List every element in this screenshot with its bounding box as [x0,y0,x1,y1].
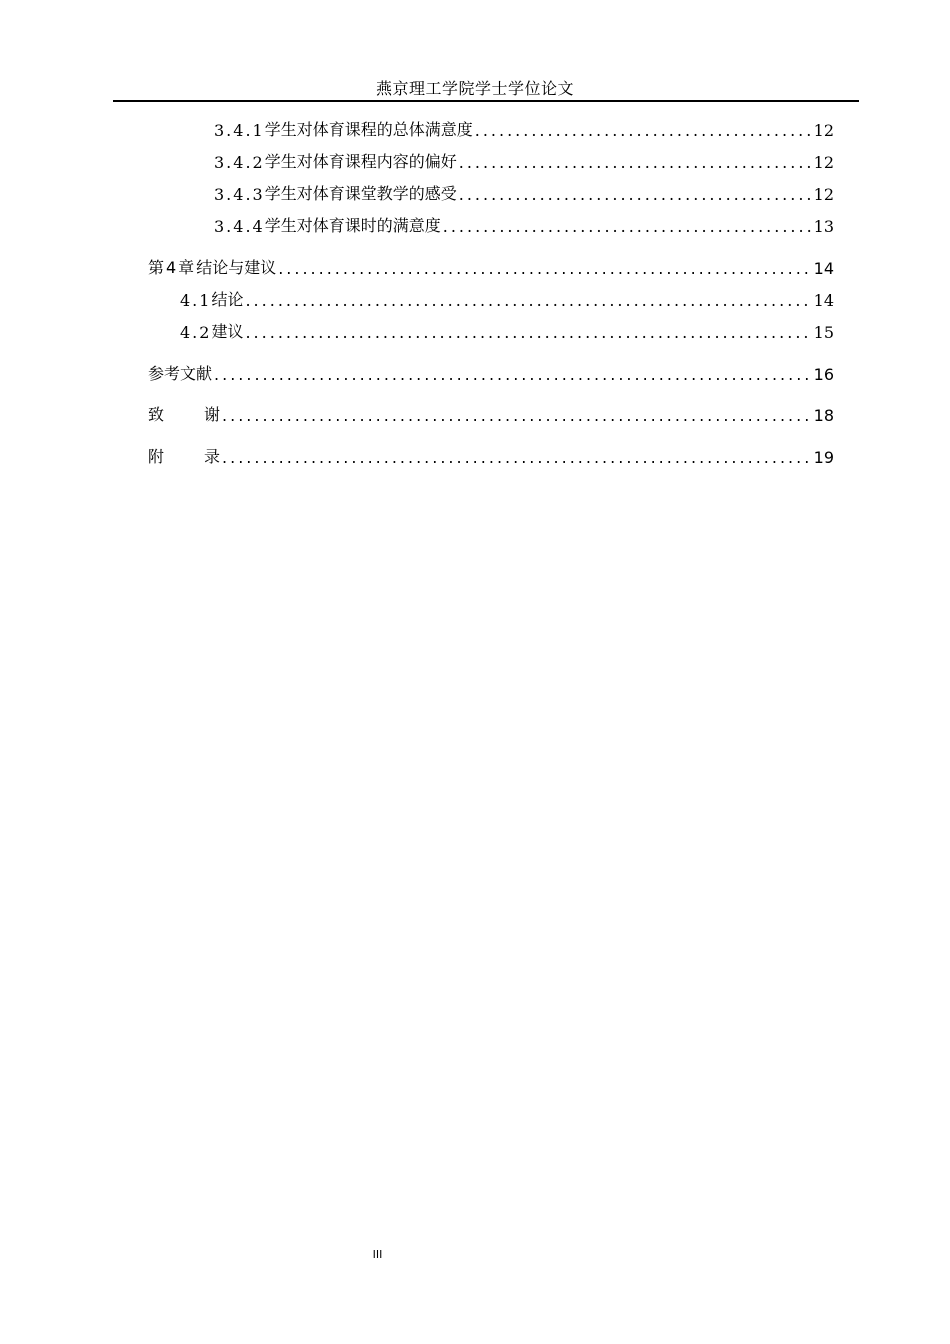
toc-entry-number: 第4章 [148,258,197,277]
toc-entry-page: 13 [813,217,834,236]
toc-leader-dots [278,259,811,278]
toc-entry-page: 12 [813,153,834,172]
toc-entry[interactable] [214,116,834,140]
running-header-title: 燕京理工学院学士学位论文 [375,79,574,98]
toc-entry-title: 结论与建议 [196,258,277,277]
toc-leader-dots [222,448,812,467]
toc-entry-page: 19 [813,448,834,467]
toc-leader-dots [459,153,812,172]
toc-entry-page: 15 [813,323,834,342]
toc-entry-title: 结论 [211,290,244,309]
toc-entry-page: 16 [813,365,834,384]
toc-leader-dots [443,217,812,236]
toc-entry-title: 附录 [148,447,261,466]
header-rule [113,100,859,102]
toc-entry-page: 18 [813,406,834,425]
toc-entry-number: 4.1 [180,291,212,310]
toc-entry[interactable] [180,286,834,310]
toc-entry-title: 致谢 [148,405,261,424]
toc-entry-number: 3.4.3 [214,185,265,204]
toc-leader-dots [475,121,812,140]
toc-entry[interactable] [214,180,834,204]
toc-entry-number: 3.4.2 [214,153,265,172]
toc-chapter-entry[interactable] [148,254,834,278]
toc-leader-dots [222,406,812,425]
toc-entry-number: 3.4.4 [214,217,265,236]
toc-references-entry[interactable] [148,360,834,384]
page-number: III [372,1248,383,1261]
toc-leader-dots [459,185,812,204]
toc-leader-dots [245,323,811,342]
toc-entry-title: 学生对体育课程内容的偏好 [264,152,457,171]
toc-appendix-entry[interactable] [148,443,834,467]
toc-entry[interactable] [214,148,834,172]
toc-entry-title: 学生对体育课时的满意度 [264,216,441,235]
toc-entry-page: 12 [813,185,834,204]
toc-entry-number: 4.2 [180,323,212,342]
toc-entry[interactable] [180,318,834,342]
toc-leader-dots [245,291,811,310]
toc-entry-title: 参考文献 [148,364,213,383]
toc-entry[interactable] [214,212,834,236]
toc-entry-page: 14 [813,259,834,278]
toc-entry-title: 学生对体育课程的总体满意度 [264,120,473,139]
toc-entry-page: 12 [813,121,834,140]
toc-leader-dots [214,365,812,384]
toc-acknowledgements-entry[interactable] [148,401,834,425]
toc-entry-number: 3.4.1 [214,121,265,140]
toc-entry-title: 学生对体育课堂教学的感受 [264,184,457,203]
toc-entry-page: 14 [813,291,834,310]
toc-entry-title: 建议 [211,322,244,341]
